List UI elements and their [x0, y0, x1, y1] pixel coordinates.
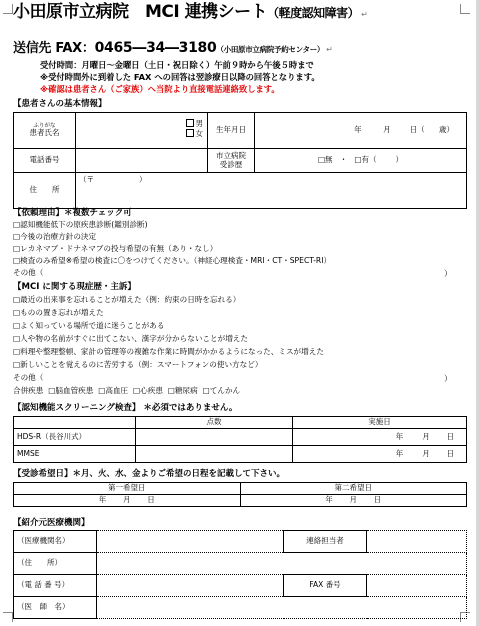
phone-input[interactable]: [97, 575, 284, 597]
symptom-item[interactable]: □料理や整理整頓、家計の管理等の複雑な作業に時間がかかるようになった、ミスが増えた: [13, 347, 324, 356]
fax-label: 送信先 FAX：: [13, 41, 95, 56]
day-label: 日: [446, 448, 454, 458]
day-label: 日: [147, 495, 155, 505]
comorbid-epilepsy[interactable]: □てんかん: [202, 386, 241, 395]
screening-test-name: MMSE: [14, 446, 136, 463]
male-label: 男: [195, 119, 203, 128]
screening-score-input[interactable]: [136, 429, 293, 446]
comorbid-heart-disease[interactable]: □心疾患: [132, 386, 163, 395]
visit-yes-checkbox[interactable]: □有: [354, 155, 369, 165]
month-label: 月: [123, 495, 131, 505]
screening-test-name: HDS-R（長谷川式）: [14, 429, 136, 446]
second-choice-header: 第二希望日: [240, 483, 467, 495]
symptom-item[interactable]: □ものの置き忘れが増えた: [13, 308, 104, 317]
male-checkbox[interactable]: [186, 119, 194, 127]
comorbid-cerebrovascular[interactable]: □脳血管疾患: [48, 386, 94, 395]
fax-note: （小田原市立病院予約センター）: [216, 45, 325, 54]
referrer-table: [13, 530, 467, 619]
day-label: 日: [446, 431, 454, 441]
paragraph-mark-icon: ↵: [326, 45, 333, 54]
address-label: （住 所）: [14, 553, 97, 575]
screening-title: 【認知機能スクリーニング検査】: [13, 403, 141, 413]
month-label: 月: [422, 431, 430, 441]
comorbid-label: 合併疾患: [13, 386, 44, 395]
visit-history-label-2: 受診歴: [219, 159, 243, 169]
name-label-cell: [14, 113, 76, 149]
sex-options: [186, 119, 204, 138]
comorbid-diabetes[interactable]: □糖尿病: [167, 386, 198, 395]
screening-score-input[interactable]: [136, 446, 293, 463]
title-text: 小田原市立病院 MCI 連携シート: [13, 2, 268, 22]
screening-date-header: 実施日: [293, 417, 467, 429]
comorbid-row: [13, 387, 240, 396]
referrer-section-title: 【紹介元医療機関】: [13, 518, 90, 528]
fax-number: 0465―34―3180: [94, 40, 217, 56]
first-choice-date[interactable]: [14, 495, 241, 507]
female-checkbox[interactable]: [186, 129, 194, 137]
birth-label-cell: 生年月日: [208, 113, 255, 149]
birth-month-label: 月: [383, 125, 391, 135]
reason-item[interactable]: □認知機能低下の原疾患診断(鑑別診断): [13, 220, 148, 229]
address-input[interactable]: [97, 553, 467, 575]
symptom-other-close: ）: [444, 374, 452, 383]
comorbid-hypertension[interactable]: □高血圧: [98, 386, 129, 395]
reason-section-title: 【依頼理由】＊複数チェック可: [13, 208, 132, 218]
institution-label: （医療機関名）: [14, 531, 97, 553]
birth-year-label: 年: [354, 125, 362, 135]
year-label: 年: [395, 431, 404, 441]
address-input-cell[interactable]: [76, 173, 467, 209]
visit-history-label-1: 市立病院: [216, 151, 246, 161]
reason-item[interactable]: □レカネマブ・ドナネマブの投与希望の有無（あり・なし）: [13, 244, 218, 253]
visit-note: ＊月、火、水、金よりご希望の日程を記載して下さい。: [72, 469, 286, 479]
fax-line: [13, 40, 333, 57]
screening-note: ＊必須ではありません。: [143, 403, 238, 413]
visit-separator: ・: [339, 155, 348, 165]
second-choice-date[interactable]: [240, 495, 467, 507]
symptom-item[interactable]: □人や物の名前がすぐに出てこない、漢字が分からないことが増えた: [13, 334, 248, 343]
birth-age-label: 歳）: [439, 125, 454, 135]
contact-label: 連絡担当者: [284, 531, 367, 553]
postal-code-field[interactable]: （〒 ）: [79, 175, 147, 184]
phone-label: （電 話 番 号）: [14, 575, 97, 597]
name-input-cell[interactable]: [76, 113, 208, 149]
page-title: [13, 3, 367, 23]
first-choice-header: 第一希望日: [14, 483, 241, 495]
birth-day-label: 日（: [409, 125, 425, 135]
symptom-item[interactable]: □よく知っている場所で道に迷うことがある: [13, 321, 165, 330]
screening-section-title: [13, 404, 237, 414]
furigana-label: ふりがな: [33, 123, 56, 130]
sex-female-option[interactable]: [186, 129, 204, 139]
month-label: 月: [349, 495, 357, 505]
visit-section-title: [13, 470, 285, 480]
year-label: 年: [325, 495, 333, 505]
institution-input[interactable]: [97, 531, 284, 553]
reception-hours: 受付時間：月曜日～金曜日（土日・祝日除く）午前９時から午後５時まで: [40, 60, 314, 70]
screening-date-input[interactable]: [293, 446, 467, 463]
crop-mark-top-left: [3, 4, 13, 14]
phone-label-cell: 電話番号: [14, 149, 76, 173]
patient-section-title: 【患者さんの基本情報】: [13, 99, 107, 109]
visit-date-table: [13, 482, 467, 507]
visit-none-checkbox[interactable]: □無: [317, 155, 333, 165]
reason-other-close: ）: [444, 269, 452, 278]
month-label: 月: [422, 448, 430, 458]
crop-mark-top-right: [460, 4, 470, 14]
reason-item[interactable]: □今後の治療方針の決定: [13, 232, 97, 241]
doctor-label: （医 師 名）: [14, 597, 97, 619]
contact-warning: ※確認は患者さん（ご家族）へ当院より直接電話連絡致します。: [40, 84, 280, 94]
sex-male-option[interactable]: [186, 119, 204, 129]
reply-note: ※受付時間外に到着した FAX への回答は翌診療日以降の回答となります。: [40, 72, 320, 82]
visit-history-label-cell: [208, 149, 255, 173]
reason-other-label[interactable]: その他（: [13, 268, 44, 277]
title-subtext: （軽度認知障害）: [267, 6, 360, 20]
crop-mark-bottom-left: [3, 612, 13, 622]
screening-header-blank: [14, 417, 136, 429]
screening-table: [13, 416, 467, 463]
name-label: 患者氏名: [29, 128, 60, 138]
day-label: 日: [373, 495, 382, 505]
symptoms-section-title: 【MCI に関する現症歴・主訴】: [13, 282, 136, 292]
symptom-other-label[interactable]: その他（: [13, 373, 44, 382]
symptom-item[interactable]: □新しいことを覚えるのに苦労する（例：スマートフォンの使い方など）: [13, 360, 263, 369]
patient-info-table: [13, 112, 467, 209]
year-label: 年: [98, 495, 107, 505]
screening-date-input[interactable]: [293, 429, 467, 446]
contact-input[interactable]: [367, 531, 467, 553]
symptom-item[interactable]: □最近の出来事を忘れることが増えた（例：約束の日時を忘れる）: [13, 295, 241, 304]
birth-input-cell[interactable]: [255, 113, 467, 149]
fax-input[interactable]: [367, 575, 467, 597]
visit-history-options: □無 ・ □有（ ）: [255, 149, 467, 173]
visit-title: 【受診希望日】: [13, 469, 73, 479]
address-label-cell: 住 所: [14, 173, 76, 209]
doctor-input[interactable]: [97, 597, 467, 619]
reason-item[interactable]: □検査のみ希望※希望の検査に〇をつけてください。（神経心理検査・MRI・CT・SPECT-RI）: [13, 256, 332, 265]
phone-input-cell[interactable]: [76, 149, 208, 173]
fax-label: FAX 番号: [284, 575, 367, 597]
screening-score-header: 点数: [136, 417, 293, 429]
paragraph-mark-icon: ↵: [361, 10, 368, 19]
female-label: 女: [195, 128, 203, 138]
year-label: 年: [395, 448, 404, 458]
